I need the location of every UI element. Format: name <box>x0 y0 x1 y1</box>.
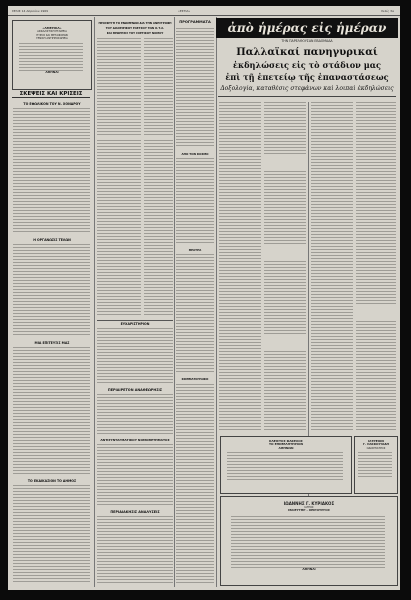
article-text <box>264 102 306 432</box>
article-headline: ΤΟ ΕΚΔΙΚΑΣΙΟΝ ΤΟ ΔΗΜΟΣ <box>27 479 77 483</box>
notice-line: ΙΑΤΡΟΣ <box>304 506 314 509</box>
article-text <box>13 108 90 234</box>
listing-text <box>176 28 214 148</box>
sub-headline-block <box>264 246 306 260</box>
article-text <box>311 102 353 432</box>
article-headline: ΘΕΑΤΡΑ <box>188 248 202 252</box>
listing-text <box>176 254 214 374</box>
feature-title: ἐκδηλώσεις εἰς τὸ στάδιον μας <box>232 60 381 70</box>
notice-box <box>220 436 352 494</box>
ad-line: ΑΣΦΑΛΙΣΤΙΚΗ ΕΤΑΙΡΕΙΑ <box>37 30 67 34</box>
article-text <box>13 485 90 583</box>
article-headline: ΤΟΥ ΔΙΑΧΕΙΡΙΚΟΥ ΕΛΕΓΧΟΥ ΤΩΝ Ο.Τ.Α. <box>105 26 165 30</box>
notice-line: ΜΑΙΕΥΤΗΡ - ΧΕΙΡΟΥΡΓΟΣ <box>288 509 330 513</box>
feature-title: Παλλαϊκαί πανηγυρικαί <box>236 47 378 58</box>
feature-rule <box>218 96 396 97</box>
article-text <box>144 140 173 316</box>
notice-box <box>354 436 398 494</box>
page-date: ΣΕΛΙΣ 14 Απριλίου 1969 <box>12 9 49 13</box>
article-headline: ΠΕΡΙΔΙΑΚΗΣΙΣ ΑΝΑΛΥΣΕΙΣ <box>110 510 160 514</box>
notice-line: ΟΔΟΝΤΙΑΤΡΟΣ <box>366 446 386 450</box>
article-text <box>97 444 173 506</box>
listing-text <box>176 384 214 583</box>
notice-line: Γ. ΣΑΚΚΟΥΛΙΔΗ <box>362 443 390 447</box>
column-separator <box>216 17 217 587</box>
article-headline: ΚΙΝΗΜΑΤΟΓΡΑΦΟΙ <box>181 378 209 381</box>
sub-headline-block <box>264 156 306 170</box>
article-headline: ΚΑΙ ΘΕΩΡΗΣΙΣ ΤΟΥ ΣΧΕΤΙΚΟΥ ΝΟΜΟΥ <box>106 31 164 35</box>
notice-box <box>220 496 398 586</box>
article-text <box>144 38 173 136</box>
column-masthead: ἀπὸ ἡμέρας εἰς ἡμέραν <box>216 18 398 38</box>
section-title: ΠΡΟΓΡΑΜΜΑΤΑ <box>179 20 211 24</box>
ad-text <box>19 43 83 71</box>
column-subhead: ΤΗΝ ΠΑΡΕΛΘΟΥΣΑΝ ΕΒΔΟΜΑΔΑ <box>281 39 333 43</box>
notice-text <box>358 452 392 478</box>
article-text <box>97 140 141 316</box>
notice-text <box>227 452 343 482</box>
section-title: ΣΚΕΨΕΙΣ ΚΑΙ ΚΡΙΣΕΙΣ <box>12 91 90 98</box>
article-headline: ΕΥΧΑΡΙΣΤΗΡΙΟΝ <box>97 320 173 326</box>
ad-line: «ΑΜΕΡΙΚΑ» <box>42 27 62 30</box>
feature-deck: Δοξολογία, καταθέσις στεφάνων καὶ λοιπαὶ ἐκδηλώσεις <box>220 85 394 92</box>
page-number: Σελίς 3α <box>381 9 394 13</box>
column-separator <box>174 17 175 587</box>
newspaper-name: «ΕΣΤΙΑ» <box>178 9 191 13</box>
article-headline: ΑΝΤΙΣΥΝΤΑΓΜΑΤΙΚΟΥ ΝΟΜΟΘΕΤΗΜΑΤΟΣ <box>100 438 170 442</box>
article-text <box>97 328 173 384</box>
article-headline: Η ΟΡΓΑΝΩΣΙΣ ΤΕΛΩΝ <box>33 238 71 242</box>
feature-title: ἐπὶ τῇ ἐπετείῳ τῆς ἐπαναστάσεως <box>225 72 389 82</box>
ad-line: ΠΥΡΟΣ ΚΑΙ ΜΕΤΑΦΟΡΩΝ <box>36 33 68 37</box>
ad-line: ΑΘΗΝΑΙ <box>45 71 59 75</box>
notice-line: ΚΛΕΙΣΤΟΣ ΦΑΚΕΛΟΣ <box>269 440 303 443</box>
listing-text <box>176 158 214 244</box>
notice-line: ΑΘΗΝΑΙ <box>302 567 316 571</box>
notice-line: ΤΟ ΕΠΙΜΕΛΗΤΗΡΙΟΝ <box>268 443 304 447</box>
article-text <box>356 102 396 432</box>
article-text <box>97 516 173 583</box>
notice-line: ΙΩΑΝΝΗΣ Γ. ΚΥΡΙΑΚΟΣ <box>283 501 335 506</box>
header-rule <box>8 15 400 16</box>
newspaper-page <box>8 6 400 590</box>
sub-headline-block <box>264 336 306 350</box>
article-headline: ΠΕΡΙΑΙΡΕΤΟΝ ΑΝΑΘΕΩΡΗΣΙΣ <box>107 388 163 392</box>
article-text <box>97 394 173 434</box>
article-text <box>97 38 141 136</box>
article-headline: ΤΟ ΕΦΩΛΙΚΟΝ ΤΟΥ Ν. ΧΟΝΔΡΟΥ <box>23 102 81 106</box>
notice-text <box>231 516 385 568</box>
notice-line: ΑΘΗΝΩΝ <box>278 446 294 450</box>
column-separator <box>94 17 95 587</box>
ad-line: ΓΕΝΙΚΗ ΑΝΤΙΠΡΟΣΩΠΕΙΑ <box>36 36 68 40</box>
notice-line: ΙΑΤΡΕΙΟΝ <box>368 440 384 443</box>
article-text <box>219 102 261 432</box>
article-headline: ΑΠΟ ΤΟΝ ΚΟΣΜΟ <box>181 152 209 156</box>
insurance-ad <box>12 20 92 90</box>
article-text <box>13 347 90 475</box>
article-text <box>13 244 90 336</box>
sub-headline-block <box>356 306 396 320</box>
article-headline: ΠΡΟΣΦΥΓΗ ΤΟ ΕΝΩΜΕΝΩΝ ΔΙΑ ΤΗΝ ΑΝΕΣΤΡΟΦΗ <box>98 21 172 25</box>
article-headline: ΜΙΑ ΕΠΙΤΕΥΞΙΣ ΜΑΣ <box>34 341 70 345</box>
